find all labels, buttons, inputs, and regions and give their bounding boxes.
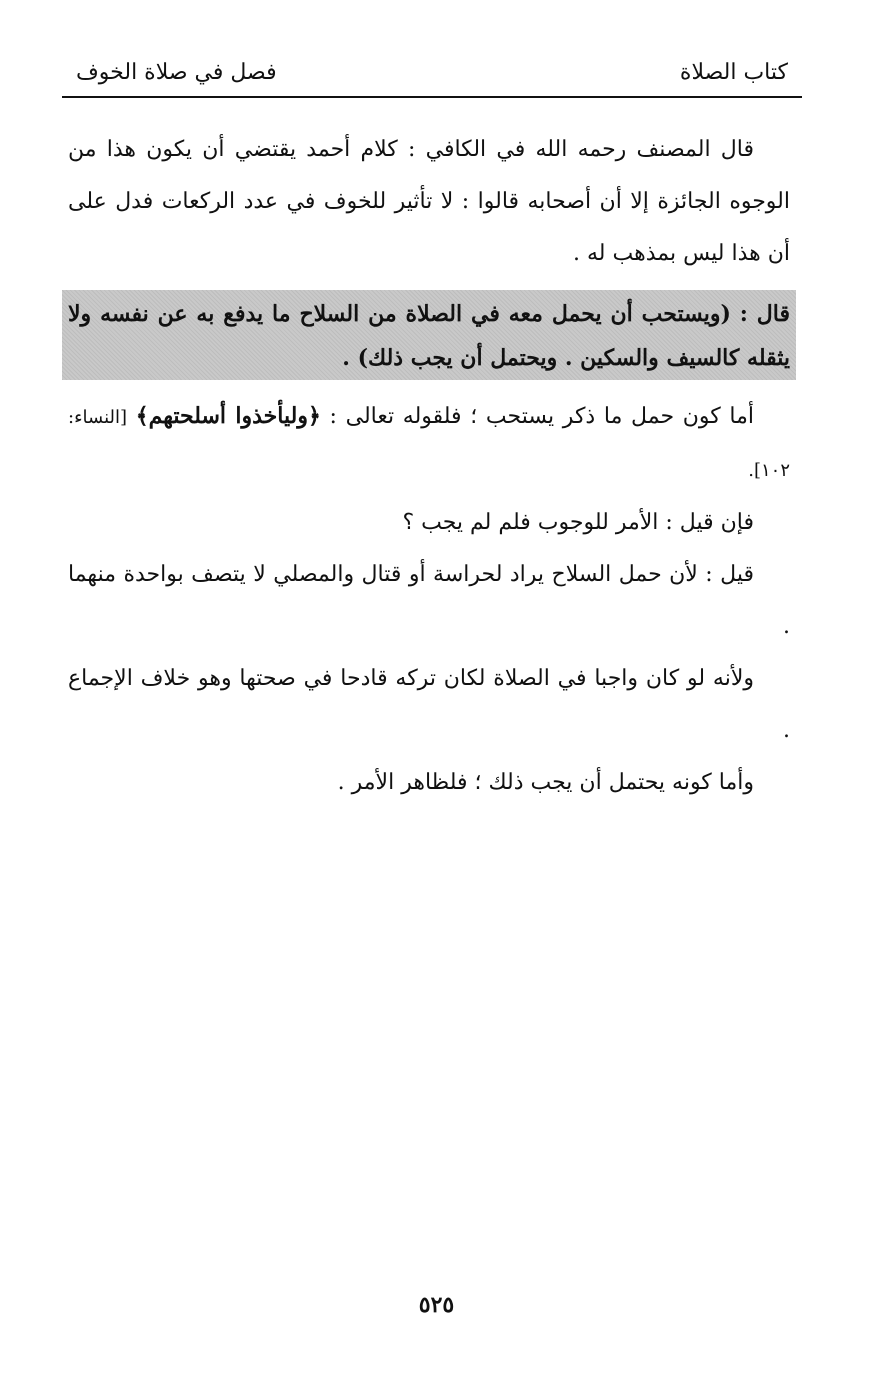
paragraph-evidence	[68, 390, 790, 497]
verse-reference: [النساء: ١٠٢].	[68, 407, 790, 481]
paragraph-objection: فإن قيل : الأمر للوجوب فلم لم يجب ؟	[402, 510, 754, 535]
running-header	[62, 52, 802, 98]
paragraph-conclusion: وأما كونه يحتمل أن يجب ذلك ؛ فلظاهر الأمر .	[337, 770, 754, 795]
page-body	[68, 124, 790, 809]
page-number: ٥٢٥	[418, 1292, 455, 1318]
book-title: كتاب الصلاة	[679, 60, 788, 85]
paragraph-commentary-1: قال المصنف رحمه الله في الكافي : كلام أحمد يقتضي أن يكون هذا من الوجوه الجائزة إلا أن أصحابه قالوا : لا تأثير للخوف في عدد الركعات فدل على أن هذا ليس بمذهب له .	[68, 137, 790, 266]
evidence-text: أما كون حمل ما ذكر يستحب ؛ فلقوله تعالى :	[329, 404, 754, 429]
paragraph-reason: ولأنه لو كان واجبا في الصلاة لكان تركه قادحا في صحتها وهو خلاف الإجماع .	[68, 666, 790, 743]
quran-verse: ﴿وليأخذوا أسلحتهم﴾	[135, 403, 321, 429]
section-title: فصل في صلاة الخوف	[76, 60, 277, 85]
paragraph-reply: قيل : لأن حمل السلاح يراد لحراسة أو قتال والمصلي لا يتصف بواحدة منهما .	[68, 562, 790, 639]
highlighted-matn-paragraph: قال : (ويستحب أن يحمل معه في الصلاة من السلاح ما يدفع به عن نفسه ولا يثقله كالسيف والسكين . ويحتمل أن يجب ذلك) .	[62, 290, 796, 380]
